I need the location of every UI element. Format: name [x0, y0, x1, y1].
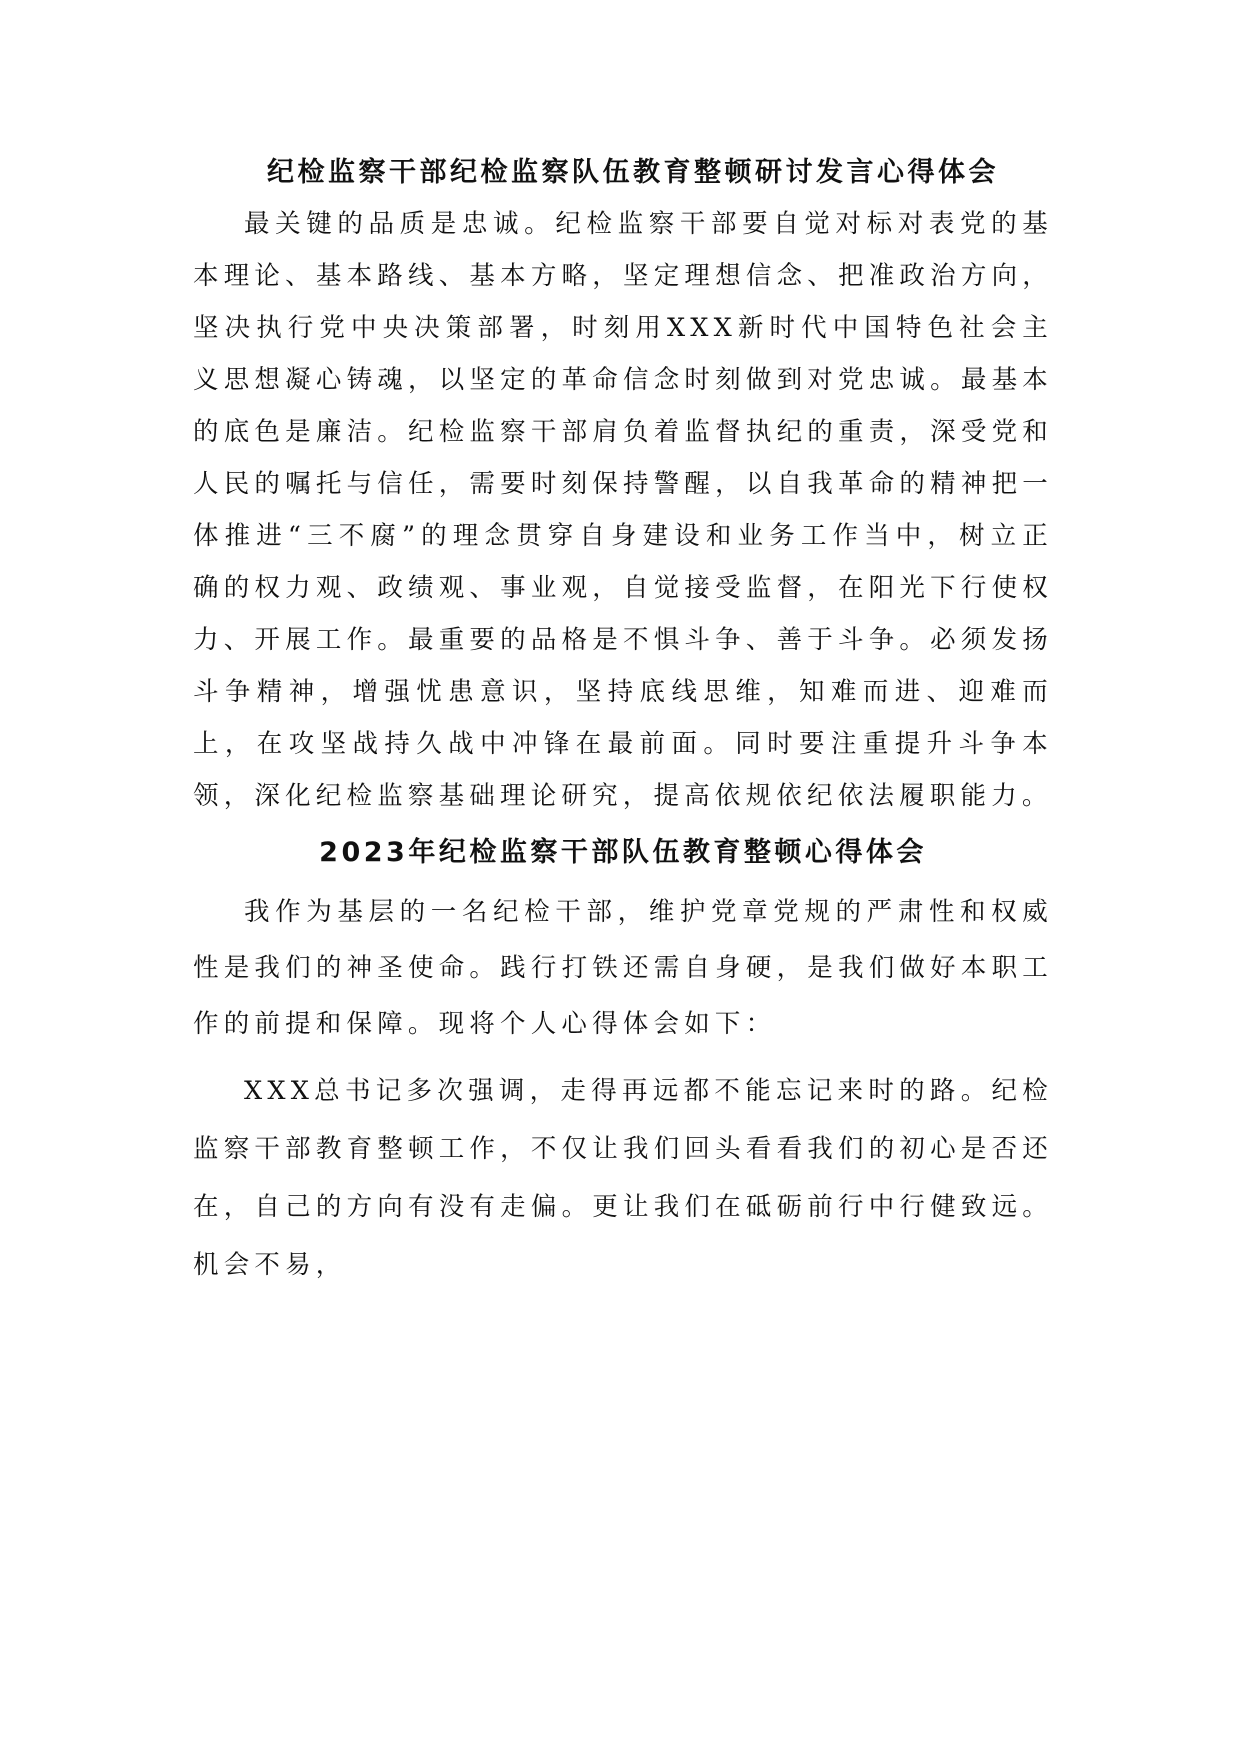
- section-1-paragraph-1: 最关键的品质是忠诚。纪检监察干部要自觉对标对表党的基本理论、基本路线、基本方略，坚定理想信念、把准政治方向，坚决执行党中央决策部署，时刻用XXX新时代中国特色社会主义思想凝心铸魂，以坚定的革命信念时刻做到对党忠诚。最基本的底色是廉洁。纪检监察干部肩负着监督执纪的重责，深受党和人民的嘱托与信任，需要时刻保持警醒，以自我革命的精神把一体推进“三不腐”的理念贯穿自身建设和业务工作当中，树立正确的权力观、政绩观、事业观，自觉接受监督，在阳光下行使权力、开展工作。最重要的品格是不惧斗争、善于斗争。必须发扬斗争精神，增强忧患意识，坚持底线思维，知难而进、迎难而上，在攻坚战持久战中冲锋在最前面。同时要注重提升斗争本领，深化纪检监察基础理论研究，提高依规依纪依法履职能力。: [193, 209, 1053, 811]
- section-2-paragraph-2: XXX总书记多次强调，走得再远都不能忘记来时的路。纪检监察干部教育整顿工作，不仅让我们回头看看我们的初心是否还在，自己的方向有没有走偏。更让我们在砥砺前行中行健致远。机会不易，: [193, 1076, 1053, 1280]
- section-2-paragraph-1: 我作为基层的一名纪检干部，维护党章党规的严肃性和权威性是我们的神圣使命。践行打铁还需自身硬，是我们做好本职工作的前提和保障。现将个人心得体会如下：: [193, 897, 1053, 1039]
- document-body: [193, 148, 1053, 1294]
- section-title-2: 2023年纪检监察干部队伍教育整顿心得体会: [319, 837, 927, 868]
- section-title-1: 纪检监察干部纪检监察队伍教育整顿研讨发言心得体会: [267, 157, 999, 188]
